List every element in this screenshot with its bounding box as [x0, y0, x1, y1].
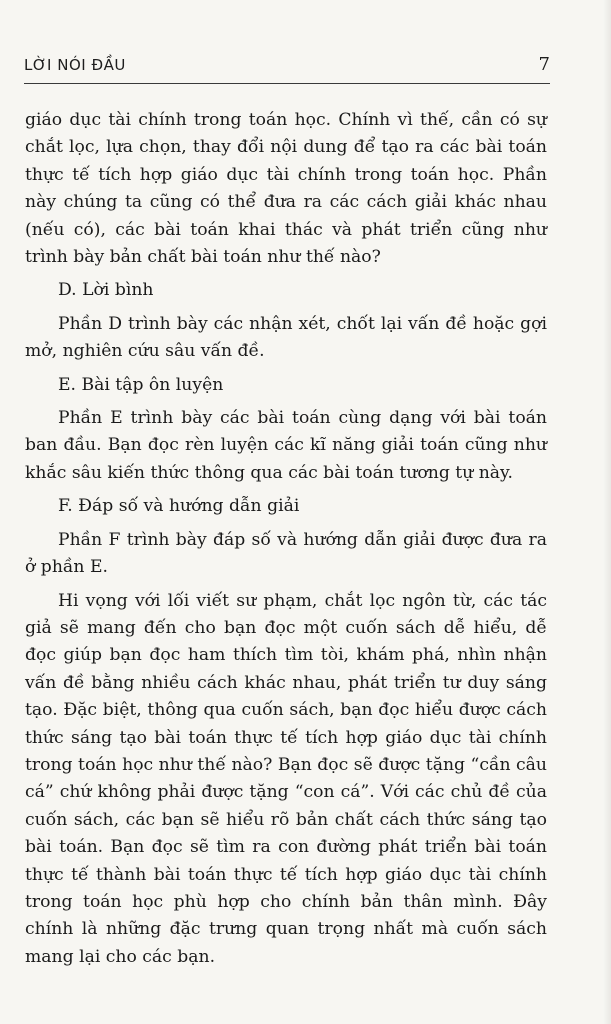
paragraph: giáo dục tài chính trong toán học. Chính vì thế, cần có sự chắt lọc, lựa chọn, thay đổi nội dung để tạo ra các bài toán thực tế tích hợp giáo dục tài chính trong toán học. Phần này chúng ta cũng có thể đưa ra các cách giải khác nhau (nếu có), các bài toán khai thác và phát triển cũng như trình bày bản chất bài toán như thế nào?	[25, 110, 547, 268]
body-text	[25, 107, 547, 977]
paragraph: Phần F trình bày đáp số và hướng dẫn giải được đưa ra ở phần E.	[25, 529, 547, 578]
section-heading-d: D. Lời bình	[58, 280, 154, 301]
paragraph: Phần E trình bày các bài toán cùng dạng với bài toán ban đầu. Bạn đọc rèn luyện các kĩ năng giải toán cũng như khắc sâu kiến thức thông qua các bài toán tương tự này.	[25, 408, 547, 483]
header-divider	[24, 83, 550, 84]
section-heading-e: E. Bài tập ôn luyện	[58, 374, 224, 395]
page-edge-shadow	[603, 0, 611, 1024]
page-number: 7	[538, 54, 550, 75]
paragraph: Phần D trình bày các nhận xét, chốt lại vấn đề hoặc gợi mở, nghiên cứu sâu vấn đề.	[25, 313, 547, 362]
paragraph: Hi vọng với lối viết sư phạm, chắt lọc ngôn từ, các tác giả sẽ mang đến cho bạn đọc một cuốn sách dễ hiểu, dễ đọc giúp bạn đọc ham thích tìm tòi, khám phá, nhìn nhận vấn đề bằng nhiều cách khác nhau, phát triển tư duy sáng tạo. Đặc biệt, thông qua cuốn sách, bạn đọc hiểu được cách thức sáng tạo bài toán thực tế tích hợp giáo dục tài chính trong toán học như thế nào? Bạn đọc sẽ được tặng “cần câu cá” chứ không phải được tặng “con cá”. Với các chủ đề của cuốn sách, các bạn sẽ hiểu rõ bản chất cách thức sáng tạo bài toán. Bạn đọc sẽ tìm ra con đường phát triển bài toán thực tế thành bài toán thực tế tích hợp giáo dục tài chính trong toán học phù hợp cho chính bản thân mình. Đây chính là những đặc trưng quan trọng nhất mà cuốn sách mang lại cho các bạn.	[25, 590, 547, 967]
chapter-title: LỜI NÓI ĐẦU	[24, 56, 126, 74]
section-heading-f: F. Đáp số và hướng dẫn giải	[58, 496, 300, 517]
running-header	[24, 52, 550, 82]
